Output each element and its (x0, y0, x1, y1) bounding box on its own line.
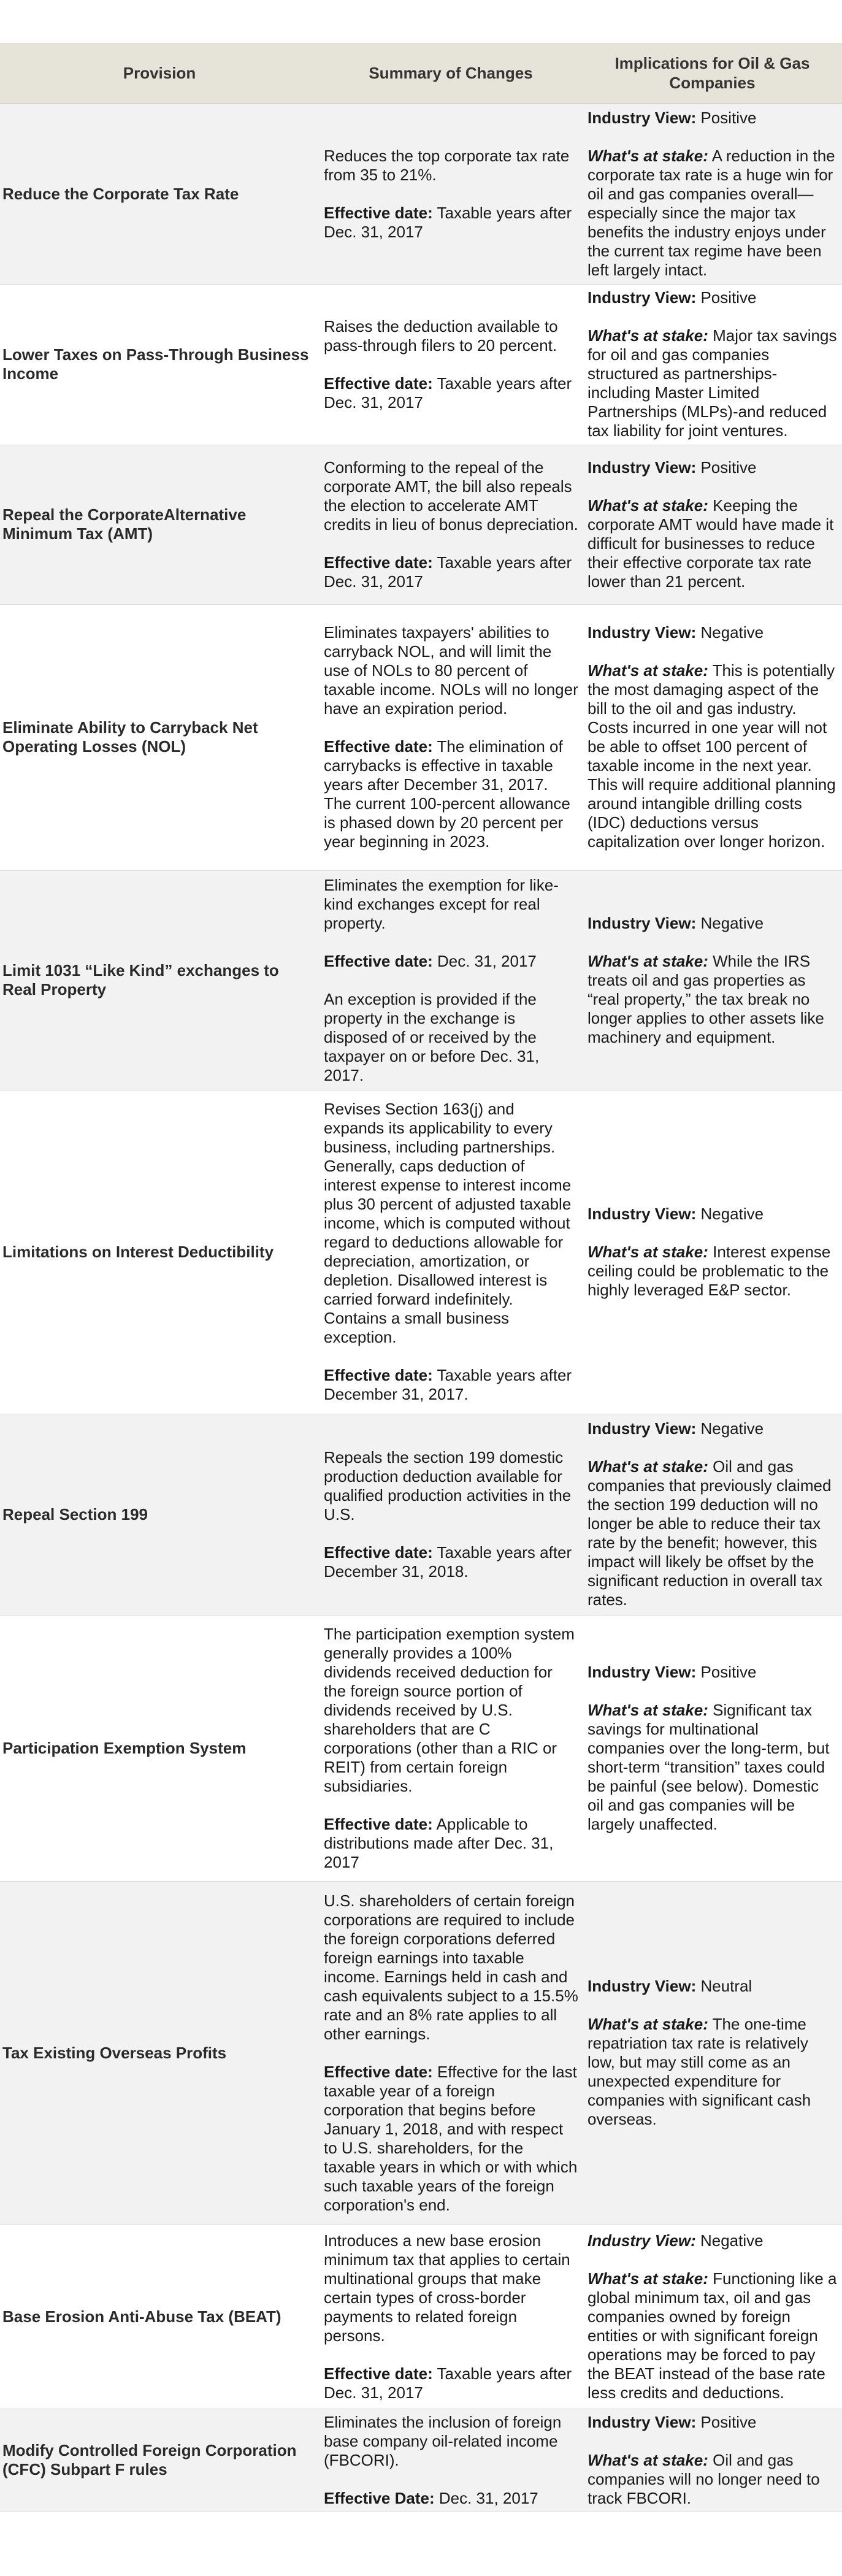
implications-cell (583, 870, 842, 1090)
industry-view-value: Negative (700, 913, 764, 932)
header-implications: Implications for Oil & Gas Companies (583, 43, 842, 104)
stake-text: While the IRS treats oil and gas properties as “real property,” the tax break no longer applies to other assets like machinery and equipment. (587, 951, 824, 1046)
summary-cell (319, 604, 583, 870)
stake-label: What's at stake: (587, 661, 708, 680)
effective-value: Taxable years after Dec. 31, 2017 (324, 553, 572, 591)
provision-cell: Modify Controlled Foreign Corporation (CFC) Subpart F rules (0, 2409, 319, 2512)
implications-cell (583, 1090, 842, 1414)
whats-at-stake (587, 326, 838, 440)
effective-label: Effective date: (324, 1366, 433, 1384)
industry-view-label: Industry View: (587, 1977, 697, 1995)
industry-view (587, 2413, 838, 2432)
summary-cell (319, 1615, 583, 1881)
provision-cell: Limitations on Interest Deductibility (0, 1090, 319, 1414)
effective-label: Effective date: (324, 553, 433, 572)
effective-value: Taxable years after December 31, 2018. (324, 1543, 572, 1581)
provision-cell: Tax Existing Overseas Profits (0, 1881, 319, 2225)
summary-cell (319, 2225, 583, 2409)
stake-label: What's at stake: (587, 1242, 708, 1261)
effective-date (324, 1366, 579, 1404)
industry-view-value: Negative (700, 2231, 764, 2250)
table-row (0, 1881, 842, 2225)
stake-text: Significant tax savings for multinational companies over the long-term, but short-term “transition” taxes could be painful (see below). Domestic oil and gas companies will be largely unaffected. (587, 1700, 830, 1833)
stake-text: Interest expense ceiling could be problematic to the highly leveraged E&P sector. (587, 1242, 831, 1299)
summary-cell (319, 1090, 583, 1414)
summary-cell (319, 2409, 583, 2512)
effective-value: Taxable years after Dec. 31, 2017 (324, 374, 572, 412)
stake-text: The one-time repatriation tax rate is relatively low, but may still come as an unexpected expenditure for companies with significant cash overseas. (587, 2015, 811, 2128)
industry-view-label: Industry View: (587, 288, 697, 307)
stake-text: Major tax savings for oil and gas companies structured as partnerships-including Master Limited Partnerships (MLPs)-and reduced tax liability for joint ventures. (587, 326, 837, 440)
industry-view-label: Industry View: (587, 1662, 697, 1681)
summary-cell (319, 1881, 583, 2225)
summary-text: U.S. shareholders of certain foreign corporations are required to include the foreign corporations deferred foreign earnings into taxable income. Earnings held in cash and cash equivalents subject to a 15.5% rate and an 8% rate applies to all other earnings. (324, 1891, 578, 2043)
effective-label: Effective date: (324, 1543, 433, 1562)
whats-at-stake (587, 2451, 838, 2508)
effective-date (324, 737, 579, 851)
industry-view-value: Negative (700, 1419, 764, 1438)
stake-label: What's at stake: (587, 1700, 708, 1719)
effective-date (324, 204, 579, 242)
implications-cell (583, 2225, 842, 2409)
table-row (0, 1414, 842, 1615)
industry-view-label: Industry View: (587, 2231, 696, 2250)
effective-label: Effective date: (324, 374, 433, 393)
table-row (0, 1090, 842, 1414)
header-row (0, 43, 842, 104)
effective-label: Effective Date: (324, 2488, 435, 2507)
implications-cell (583, 104, 842, 284)
effective-value: Effective for the last taxable year of a foreign corporation that begins before January 1, 2018, and with respect to U.S. shareholders, for the taxable years in which or with which such taxable years of the foreign corporation's end. (324, 2062, 578, 2214)
provision-cell: Eliminate Ability to Carryback Net Operating Losses (NOL) (0, 604, 319, 870)
whats-at-stake (587, 1701, 838, 1834)
industry-view-value: Negative (700, 623, 764, 642)
industry-view-value: Negative (700, 1204, 764, 1223)
effective-date (324, 553, 579, 591)
industry-view-label: Industry View: (587, 458, 697, 477)
industry-view (587, 109, 838, 128)
effective-date (324, 2063, 579, 2215)
industry-view (587, 2231, 838, 2250)
whats-at-stake (587, 1457, 838, 1609)
header-summary: Summary of Changes (319, 43, 583, 104)
summary-cell (319, 445, 583, 604)
industry-view (587, 1663, 838, 1682)
effective-value: Taxable years after Dec. 31, 2017 (324, 203, 572, 241)
industry-view-label: Industry View: (587, 2412, 697, 2431)
stake-label: What's at stake: (587, 146, 708, 165)
summary-text: Raises the deduction available to pass-through filers to 20 percent. (324, 316, 558, 355)
table-body (0, 104, 842, 2512)
whats-at-stake (587, 2269, 838, 2402)
provision-cell: Repeal Section 199 (0, 1414, 319, 1615)
summary-text: Introduces a new base erosion minimum tax that applies to certain multinational groups that make certain types of cross-border payments to related foreign persons. (324, 2231, 570, 2345)
whats-at-stake (587, 952, 838, 1047)
implications-cell (583, 604, 842, 870)
industry-view-label: Industry View: (587, 1204, 697, 1223)
industry-view-value: Positive (700, 2412, 757, 2431)
industry-view (587, 1977, 838, 1996)
industry-view (587, 1419, 838, 1438)
stake-label: What's at stake: (587, 2269, 708, 2288)
stake-label: What's at stake: (587, 326, 708, 345)
industry-view (587, 458, 838, 477)
effective-label: Effective date: (324, 203, 433, 222)
table-row (0, 1615, 842, 1881)
tax-provisions-table (0, 43, 842, 2512)
whats-at-stake (587, 147, 838, 280)
table-row (0, 104, 842, 284)
whats-at-stake (587, 496, 838, 591)
stake-text: Oil and gas companies that previously claimed the section 199 deduction will no longer be able to reduce their tax rate by the benefit; however, this impact will likely be offset by the significant reduction in overall tax rates. (587, 1457, 832, 1609)
provision-cell: Reduce the Corporate Tax Rate (0, 104, 319, 284)
summary-cell (319, 284, 583, 445)
effective-date (324, 2364, 579, 2402)
industry-view-label: Industry View: (587, 913, 697, 932)
stake-text: Keeping the corporate AMT would have made it difficult for businesses to reduce their effective corporate tax rate lower than 21 percent. (587, 496, 834, 591)
effective-date (324, 2489, 579, 2508)
implications-cell (583, 1414, 842, 1615)
effective-label: Effective date: (324, 1814, 433, 1833)
summary-text: Conforming to the repeal of the corporate AMT, the bill also repeals the election to accelerate AMT credits in lieu of bonus depreciation. (324, 458, 578, 534)
effective-date (324, 374, 579, 412)
effective-value: Applicable to distributions made after Dec. 31, 2017 (324, 1814, 554, 1871)
stake-text: A reduction in the corporate tax rate is a huge win for oil and gas companies overall—especially since the major tax benefits the industry enjoys under the current tax regime have been left largely intact. (587, 146, 835, 279)
industry-view-value: Positive (700, 108, 757, 127)
effective-value: Dec. 31, 2017 (437, 951, 537, 970)
table-row (0, 445, 842, 604)
summary-text: Eliminates taxpayers' abilities to carryback NOL, and will limit the use of NOLs to 80 percent of taxable income. NOLs will no longer have an expiration period. (324, 623, 578, 718)
implications-cell (583, 445, 842, 604)
whats-at-stake (587, 661, 838, 851)
stake-label: What's at stake: (587, 2015, 708, 2033)
stake-label: What's at stake: (587, 951, 708, 970)
summary-text: Revises Section 163(j) and expands its applicability to every business, including partnerships. Generally, caps deduction of interest expense to interest income plus 30 percent of adjusted taxable income, which is computed without regard to deductions allowable for depreciation, amortization, or depletion. Disallowed interest is carried forward indefinitely. Contains a small business exception. (324, 1100, 572, 1346)
effective-date (324, 1543, 579, 1581)
summary-text: Eliminates the inclusion of foreign base company oil-related income (FBCORI). (324, 2412, 562, 2469)
table-header (0, 43, 842, 104)
effective-value: Taxable years after Dec. 31, 2017 (324, 2364, 572, 2402)
effective-date (324, 952, 579, 971)
implications-cell (583, 284, 842, 445)
industry-view (587, 914, 838, 933)
exception-note: An exception is provided if the property in the exchange is disposed of or received by the taxpayer on or before Dec. 31, 2017. (324, 989, 540, 1084)
industry-view-value: Positive (700, 288, 757, 307)
effective-label: Effective date: (324, 2062, 433, 2081)
stake-text: This is potentially the most damaging aspect of the bill to the oil and gas industry. Costs incurred in one year will not be able to offset 100 percent of taxable income in the next year. This will require additional planning around intangible drilling costs (IDC) deductions versus capitalization over longer horizon. (587, 661, 836, 851)
table-row (0, 604, 842, 870)
implications-cell (583, 2409, 842, 2512)
industry-view (587, 288, 838, 307)
whats-at-stake (587, 1243, 838, 1300)
industry-view-value: Positive (700, 458, 757, 477)
industry-view-label: Industry View: (587, 108, 697, 127)
provision-cell: Participation Exemption System (0, 1615, 319, 1881)
table-row (0, 2225, 842, 2409)
industry-view (587, 1205, 838, 1224)
effective-date (324, 1815, 579, 1872)
header-provision: Provision (0, 43, 319, 104)
table-row (0, 870, 842, 1090)
effective-value: Dec. 31, 2017 (438, 2488, 538, 2507)
whats-at-stake (587, 2015, 838, 2129)
stake-label: What's at stake: (587, 496, 708, 515)
industry-view-label: Industry View: (587, 1419, 697, 1438)
summary-cell (319, 104, 583, 284)
industry-view-value: Positive (700, 1662, 757, 1681)
stake-label: What's at stake: (587, 2450, 708, 2469)
effective-label: Effective date: (324, 737, 433, 756)
summary-text: Eliminates the exemption for like-kind exchanges except for real property. (324, 875, 559, 932)
effective-value: Taxable years after December 31, 2017. (324, 1366, 572, 1403)
provision-cell: Limit 1031 “Like Kind” exchanges to Real Property (0, 870, 319, 1090)
table-row (0, 284, 842, 445)
stake-text: Functioning like a global minimum tax, oil and gas companies owned by foreign entities or with significant foreign operations may be forced to pay the BEAT instead of the base rate less credits and deductions. (587, 2269, 837, 2402)
summary-text: The participation exemption system generally provides a 100% dividends received deduction for the foreign source portion of dividends received by U.S. shareholders that are C corporations (other than a RIC or REIT) from certain foreign subsidiaries. (324, 1624, 575, 1795)
provision-cell: Repeal the CorporateAlternative Minimum Tax (AMT) (0, 445, 319, 604)
summary-cell (319, 1414, 583, 1615)
industry-view (587, 623, 838, 642)
stake-text: Oil and gas companies will no longer need to track FBCORI. (587, 2450, 820, 2507)
table-row (0, 2409, 842, 2512)
effective-value: The elimination of carrybacks is effective in taxable years after December 31, 2017. The current 100-percent allowance is phased down by 20 percent per year beginning in 2023. (324, 737, 570, 851)
provision-cell: Base Erosion Anti-Abuse Tax (BEAT) (0, 2225, 319, 2409)
effective-label: Effective date: (324, 951, 433, 970)
summary-cell (319, 870, 583, 1090)
industry-view-value: Neutral (700, 1977, 752, 1995)
summary-text: Reduces the top corporate tax rate from 35 to 21%. (324, 146, 570, 184)
summary-text: Repeals the section 199 domestic production deduction available for qualified production activities in the U.S. (324, 1447, 572, 1524)
stake-label: What's at stake: (587, 1457, 708, 1476)
provision-cell: Lower Taxes on Pass-Through Business Income (0, 284, 319, 445)
effective-label: Effective date: (324, 2364, 433, 2383)
industry-view-label: Industry View: (587, 623, 697, 642)
implications-cell (583, 1881, 842, 2225)
implications-cell (583, 1615, 842, 1881)
